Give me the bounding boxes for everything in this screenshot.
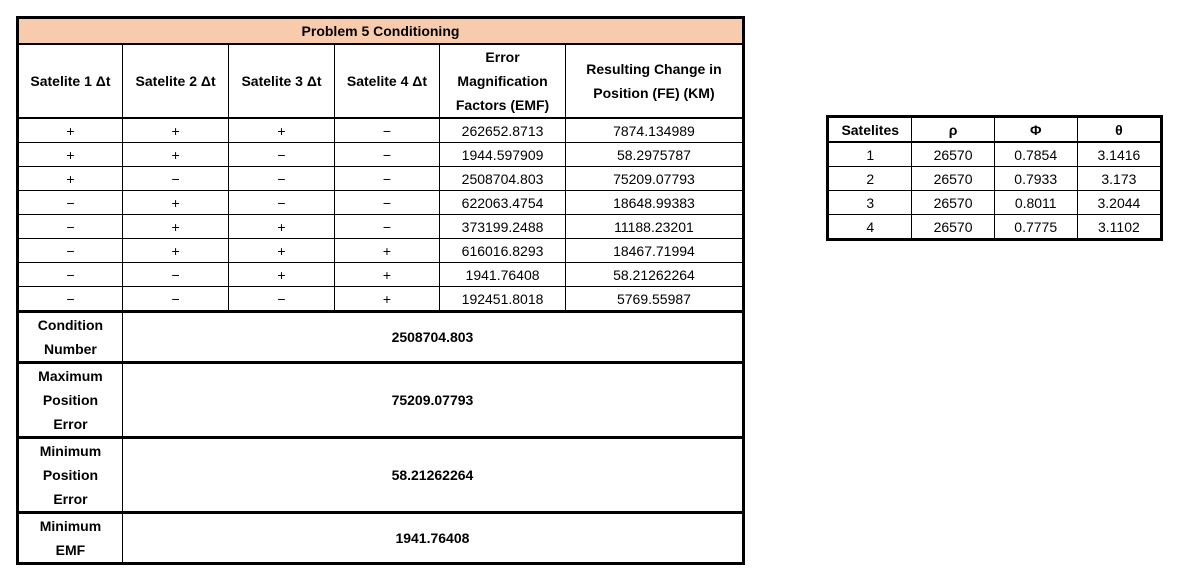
table-cell: + xyxy=(122,118,228,143)
table-cell: − xyxy=(18,287,123,312)
table-cell: 3.1102 xyxy=(1077,215,1161,240)
table-cell: 26570 xyxy=(912,142,994,167)
table-cell: − xyxy=(122,287,228,312)
table-cell: − xyxy=(334,118,439,143)
table-cell: 7874.134989 xyxy=(565,118,743,143)
table-cell: + xyxy=(229,215,334,239)
table-cell: − xyxy=(18,215,123,239)
header-phi: Φ xyxy=(994,117,1077,143)
summary-row xyxy=(18,438,744,513)
table-cell: − xyxy=(18,191,123,215)
summary-label: Condition Number xyxy=(18,312,123,363)
table-cell: 26570 xyxy=(912,215,994,240)
table-cell: − xyxy=(229,287,334,312)
table-row xyxy=(18,143,744,167)
table-row xyxy=(828,215,1162,240)
table-cell: − xyxy=(122,167,228,191)
table-cell: + xyxy=(229,118,334,143)
table-row xyxy=(828,191,1162,215)
table-cell: 11188.23201 xyxy=(565,215,743,239)
satellite-coordinates-table xyxy=(826,115,1163,241)
table-row xyxy=(18,263,744,287)
table-row xyxy=(18,118,744,143)
table-cell: 3.2044 xyxy=(1077,191,1161,215)
summary-row xyxy=(18,363,744,438)
table-row xyxy=(18,287,744,312)
table-cell: 622063.4754 xyxy=(440,191,566,215)
header-satelite-3: Satelite 3 Δt xyxy=(229,44,334,118)
table-row xyxy=(828,167,1162,191)
table-cell: + xyxy=(122,239,228,263)
table-cell: − xyxy=(122,263,228,287)
table-row xyxy=(828,142,1162,167)
table-cell: 3.173 xyxy=(1077,167,1161,191)
header-rho: ρ xyxy=(912,117,994,143)
table-row xyxy=(18,239,744,263)
table-cell: + xyxy=(18,143,123,167)
table-cell: + xyxy=(334,287,439,312)
table-cell: 1 xyxy=(828,142,912,167)
table-cell: 0.7933 xyxy=(994,167,1077,191)
table-cell: + xyxy=(122,191,228,215)
table-cell: 18648.99383 xyxy=(565,191,743,215)
summary-label: Minimum EMF xyxy=(18,513,123,564)
header-position-change: Resulting Change in Position (FE) (KM) xyxy=(565,44,743,118)
header-theta: θ xyxy=(1077,117,1161,143)
table-cell: + xyxy=(334,263,439,287)
table-cell: 26570 xyxy=(912,191,994,215)
table-cell: 5769.55987 xyxy=(565,287,743,312)
table-cell: 18467.71994 xyxy=(565,239,743,263)
table-cell: − xyxy=(334,143,439,167)
summary-row xyxy=(18,312,744,363)
table-cell: − xyxy=(334,191,439,215)
table-cell: 616016.8293 xyxy=(440,239,566,263)
header-emf: Error Magnification Factors (EMF) xyxy=(440,44,566,118)
table-cell: 2508704.803 xyxy=(440,167,566,191)
summary-value: 2508704.803 xyxy=(122,312,743,363)
table-cell: 75209.07793 xyxy=(565,167,743,191)
table-row xyxy=(18,215,744,239)
table-cell: 0.7854 xyxy=(994,142,1077,167)
table-cell: + xyxy=(18,167,123,191)
table-row xyxy=(18,167,744,191)
table-cell: 3 xyxy=(828,191,912,215)
table-title: Problem 5 Conditioning xyxy=(18,18,744,45)
table-cell: 192451.8018 xyxy=(440,287,566,312)
table-cell: 262652.8713 xyxy=(440,118,566,143)
summary-value: 58.21262264 xyxy=(122,438,743,513)
table-cell: 373199.2488 xyxy=(440,215,566,239)
header-satelite-1: Satelite 1 Δt xyxy=(18,44,123,118)
header-satelite-2: Satelite 2 Δt xyxy=(122,44,228,118)
table-cell: + xyxy=(18,118,123,143)
table-cell: − xyxy=(229,143,334,167)
table-cell: + xyxy=(334,239,439,263)
table-cell: + xyxy=(229,263,334,287)
table-cell: + xyxy=(122,215,228,239)
table-cell: − xyxy=(334,167,439,191)
table-cell: 2 xyxy=(828,167,912,191)
table-cell: − xyxy=(229,191,334,215)
summary-label: Minimum Position Error xyxy=(18,438,123,513)
table-cell: − xyxy=(18,239,123,263)
table-cell: 1944.597909 xyxy=(440,143,566,167)
summary-label: Maximum Position Error xyxy=(18,363,123,438)
summary-value: 75209.07793 xyxy=(122,363,743,438)
table-cell: + xyxy=(229,239,334,263)
table-cell: 3.1416 xyxy=(1077,142,1161,167)
summary-value: 1941.76408 xyxy=(122,513,743,564)
table-cell: − xyxy=(18,263,123,287)
table-cell: − xyxy=(334,215,439,239)
table-cell: 26570 xyxy=(912,167,994,191)
table-cell: 0.7775 xyxy=(994,215,1077,240)
conditioning-table xyxy=(16,16,745,565)
header-satelite-4: Satelite 4 Δt xyxy=(334,44,439,118)
table-cell: 58.2975787 xyxy=(565,143,743,167)
table-cell: 58.21262264 xyxy=(565,263,743,287)
table-row xyxy=(18,191,744,215)
header-satelites: Satelites xyxy=(828,117,912,143)
table-cell: 1941.76408 xyxy=(440,263,566,287)
table-cell: − xyxy=(229,167,334,191)
table-cell: 0.8011 xyxy=(994,191,1077,215)
summary-row xyxy=(18,513,744,564)
table-cell: 4 xyxy=(828,215,912,240)
table-cell: + xyxy=(122,143,228,167)
